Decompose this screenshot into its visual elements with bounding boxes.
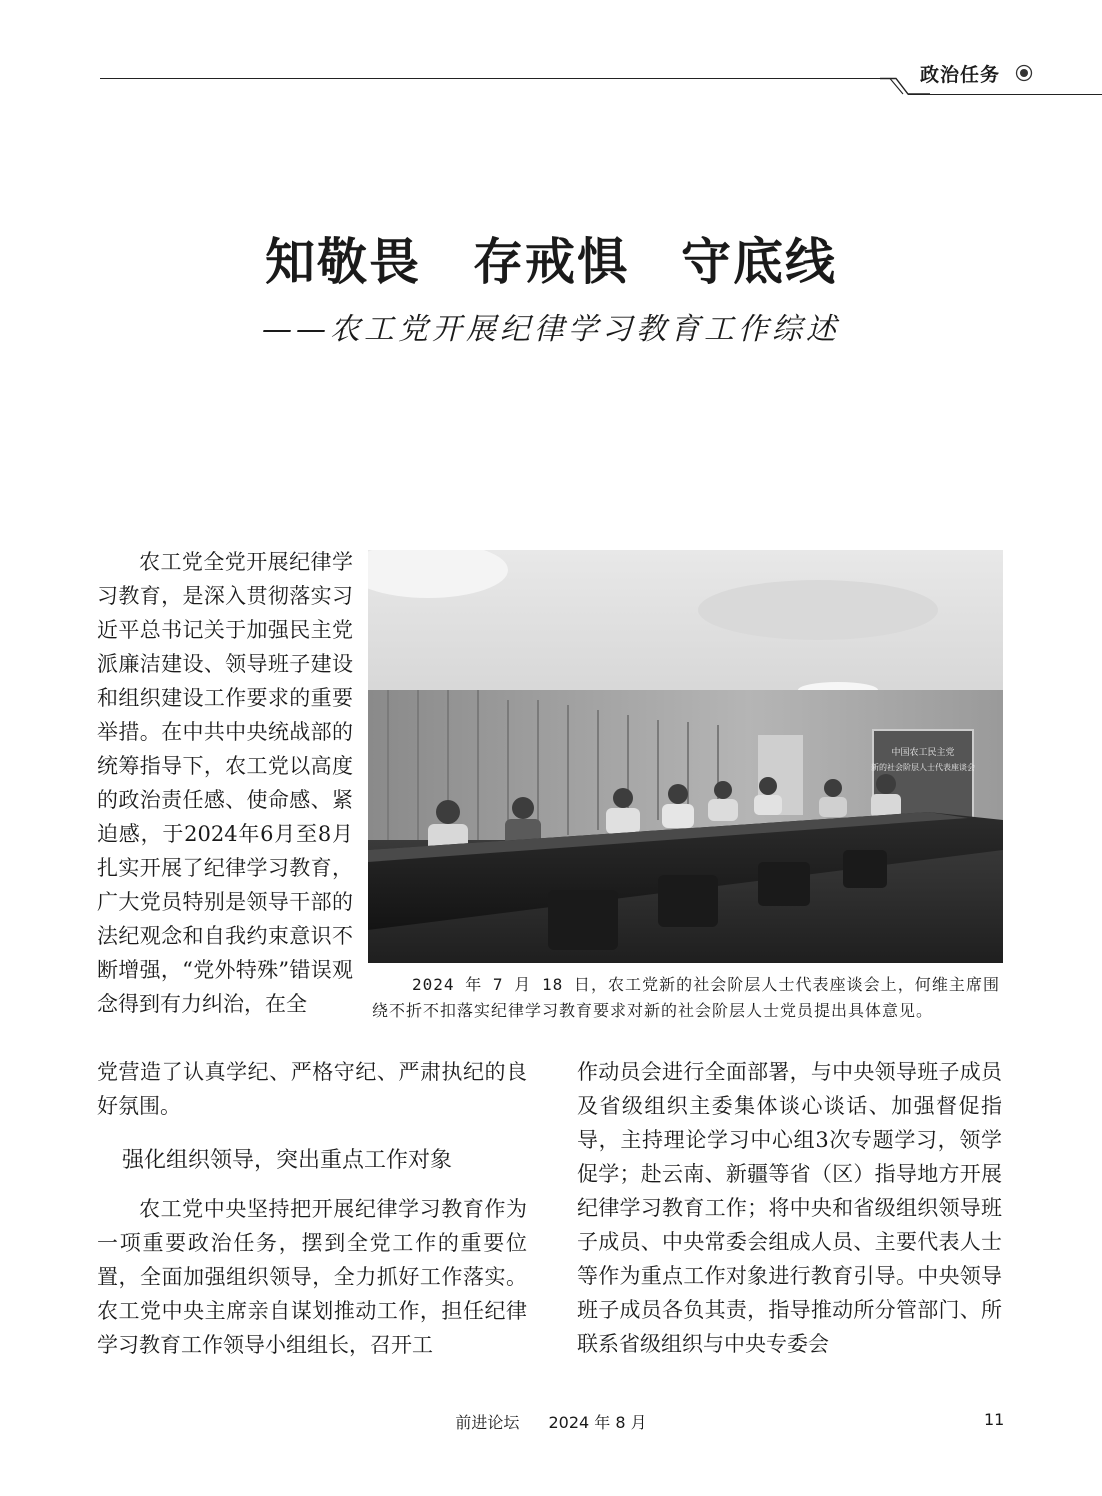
meeting-photo: [368, 550, 1003, 963]
para2-left: [97, 1192, 527, 1362]
header-rule: [100, 78, 895, 79]
para2-right: [577, 1055, 1002, 1361]
article-subtitle: ——农工党开展纪律学习教育工作综述: [262, 312, 840, 347]
svg-text:新的社会阶层人士代表座谈会: 新的社会阶层人士代表座谈会: [871, 763, 975, 772]
section-label: 政治任务: [920, 64, 1001, 86]
article-title: 知敬畏 存戒惧 守底线: [265, 233, 837, 291]
footer: [0, 1410, 1102, 1433]
para2-right-text: 作动员会进行全面部署，与中央领导班子成员及省级组织主委集体谈心谈话、加强督促指导，主持理论学习中心组3次专题学习，领学促学；赴云南、新疆等省（区）指导地方开展纪律学习教育工作；将中央和省级组织领导班子成员、中央常委会组成人员、主要代表人士等作为重点工作对象进行教育引导。中央领导班子成员各负其责，指导推动所分管部门、所联系省级组织与中央专委会: [577, 1060, 1002, 1356]
photo-caption: 2024 年 7 月 18 日，农工党新的社会阶层人士代表座谈会上，何维主席围绕不折不扣落实纪律学习教育要求对新的社会阶层人士党员提出具体意见。: [372, 975, 1000, 1020]
footer-date: 2024 年 8 月: [548, 1413, 647, 1432]
svg-text:中国农工民主党: 中国农工民主党: [891, 748, 955, 758]
header-rule-lower: [908, 94, 1102, 95]
intro-paragraph: [97, 545, 353, 1021]
section-heading: 强化组织领导，突出重点工作对象: [122, 1148, 453, 1173]
para2-left-text: 农工党中央坚持把开展纪律学习教育作为一项重要政治任务，摆到全党工作的重要位置，全面加强组织领导，全力抓好工作落实。农工党中央主席亲自谋划推动工作，担任纪律学习教育工作领导小组组长，召开工: [97, 1197, 527, 1357]
meeting-photo-illustration: [368, 550, 1003, 963]
intro-continuation-text: 党营造了认真学纪、严格守纪、严肃执纪的良好氛围。: [97, 1060, 527, 1118]
intro-continuation: [97, 1055, 527, 1123]
target-icon: [1015, 64, 1033, 82]
footer-publication: 前进论坛: [455, 1413, 520, 1432]
intro-text: 农工党全党开展纪律学习教育，是深入贯彻落实习近平总书记关于加强民主党派廉洁建设、领导班子建设和组织建设工作要求的重要举措。在中共中央统战部的统筹指导下，农工党以高度的政治责任感、使命感、紧迫感，于2024年6月至8月扎实开展了纪律学习教育，广大党员特别是领导干部的法纪观念和自我约束意识不断增强，“党外特殊”错误观念得到有力纠治，在全: [97, 550, 353, 1016]
page-number: 11: [984, 1410, 1005, 1429]
